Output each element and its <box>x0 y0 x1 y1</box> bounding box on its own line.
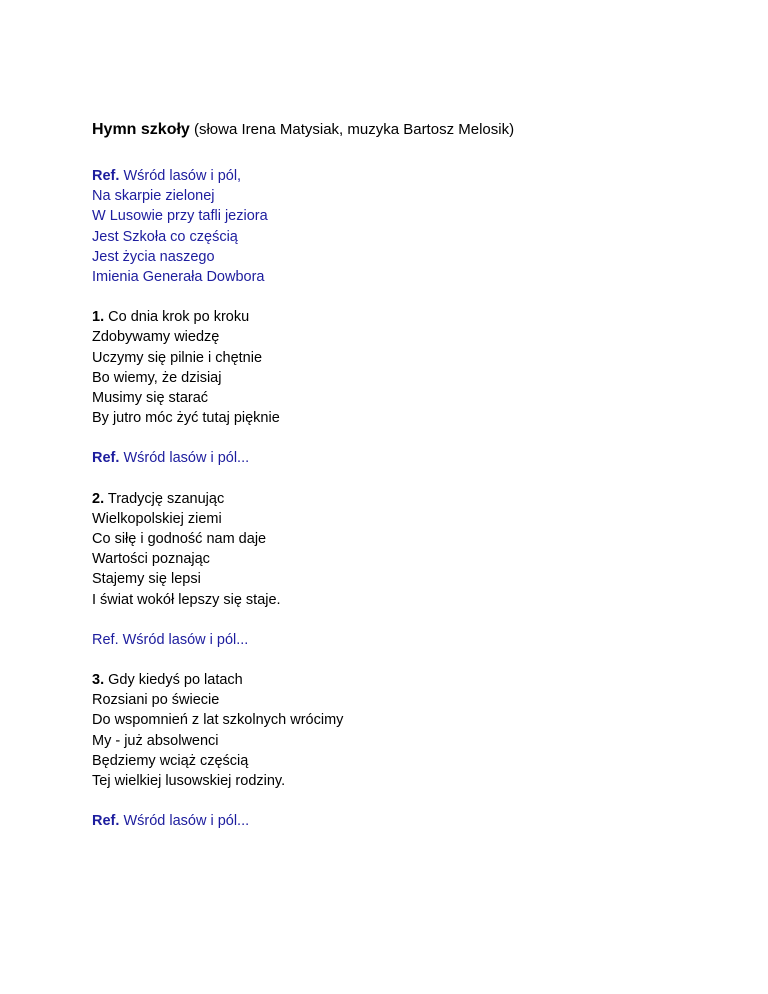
refrain-line: Ref. Wśród lasów i pól, <box>92 168 242 184</box>
refrain-block <box>92 166 732 287</box>
verse-line: 2. Tradycję szanując <box>92 490 225 507</box>
verse-line: My - już absolwenci <box>92 732 219 749</box>
verse-line: Wartości poznając <box>92 551 210 568</box>
verse-line: Zdobywamy wiedzę <box>92 329 220 346</box>
verse-line: Będziemy wciąż częścią <box>92 752 249 769</box>
refrain-marker: Ref. <box>92 168 120 184</box>
title-credits: (słowa Irena Matysiak, muzyka Bartosz Melosik) <box>193 121 515 138</box>
refrain-marker: Ref. <box>92 631 119 648</box>
verse-number: 3. <box>92 672 105 689</box>
refrain-repeat-2 <box>92 630 732 650</box>
verse-number: 2. <box>92 490 105 507</box>
refrain-marker: Ref. <box>92 813 120 830</box>
refrain-repeat-1 <box>92 448 732 468</box>
verse-line: By jutro móc żyć tutaj pięknie <box>92 410 280 427</box>
verse-2-block <box>92 489 732 610</box>
refrain-line: Jest Szkoła co częścią <box>92 228 238 245</box>
refrain-marker: Ref. <box>92 450 120 467</box>
verse-3-block <box>92 670 732 791</box>
verse-line: Stajemy się lepsi <box>92 571 201 588</box>
verse-line: 1. Co dnia krok po kroku <box>92 309 250 326</box>
verse-1-block <box>92 307 732 428</box>
verse-line: Rozsiani po świecie <box>92 692 220 709</box>
verse-line: 3. Gdy kiedyś po latach <box>92 672 243 689</box>
document-title <box>92 118 732 142</box>
verse-number: 1. <box>92 309 105 326</box>
verse-line: Musimy się starać <box>92 390 209 407</box>
refrain-repeat-line: Ref. Wśród lasów i pól... <box>92 450 250 467</box>
verse-line: Tej wielkiej lusowskiej rodziny. <box>92 773 286 790</box>
refrain-line: Jest życia naszego <box>92 248 215 265</box>
verse-line: I świat wokół lepszy się staje. <box>92 591 281 608</box>
verse-line: Uczymy się pilnie i chętnie <box>92 349 263 366</box>
verse-line: Co siłę i godność nam daje <box>92 531 267 548</box>
refrain-line: W Lusowie przy tafli jeziora <box>92 208 268 225</box>
verse-line: Bo wiemy, że dzisiaj <box>92 369 222 386</box>
document-page <box>92 118 732 851</box>
refrain-repeat-line: Ref. Wśród lasów i pól... <box>92 813 250 830</box>
refrain-line: Imienia Generała Dowbora <box>92 269 265 286</box>
refrain-repeat-line: Ref. Wśród lasów i pól... <box>92 631 249 648</box>
refrain-repeat-3 <box>92 811 732 831</box>
refrain-line: Na skarpie zielonej <box>92 188 215 205</box>
verse-line: Do wspomnień z lat szkolnych wrócimy <box>92 712 344 729</box>
title-main: Hymn szkoły <box>92 121 190 138</box>
verse-line: Wielkopolskiej ziemi <box>92 510 222 527</box>
